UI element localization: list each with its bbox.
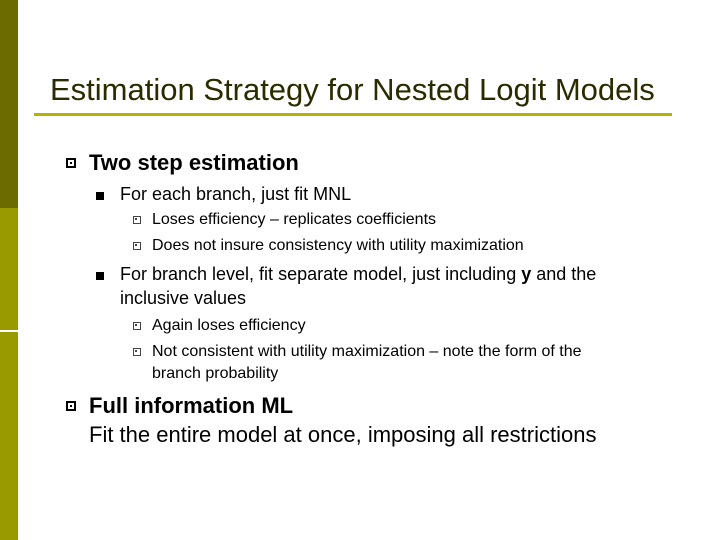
sidebar-light-band (0, 208, 18, 540)
bullet-each-branch: For each branch, just fit MNL (120, 184, 352, 204)
slide-title: Estimation Strategy for Nested Logit Models (50, 72, 655, 107)
bullet-two-step: Two step estimation (89, 150, 299, 175)
bullet-l2-icon (96, 192, 104, 200)
bullet-l1-icon (66, 401, 76, 411)
bullet-not-insure: Does not insure consistency with utility maximization (152, 237, 524, 254)
bullet-not-consistent: Not consistent with utility maximization – note the form of the (152, 343, 582, 360)
bullet-l3-icon (133, 216, 141, 224)
title-underline (34, 113, 672, 116)
sidebar-divider (0, 330, 18, 332)
bullet-l3-icon (133, 322, 141, 330)
bullet-branch-level-line2: inclusive values (120, 288, 247, 308)
bullet-again-loses: Again loses efficiency (152, 317, 306, 334)
bullet-l3-icon (133, 348, 141, 356)
bullet-l1-icon (66, 158, 76, 168)
bullet-not-consistent-line2: branch probability (152, 365, 279, 382)
bullet-full-info-ml: Full information ML (89, 393, 294, 418)
sidebar-dark-band (0, 0, 18, 208)
bullet-branch-level: For branch level, fit separate model, just including y and the (120, 264, 597, 284)
bullet-full-info-sub: Fit the entire model at once, imposing all restrictions (89, 422, 597, 447)
bullet-loses-efficiency: Loses efficiency – replicates coefficients (152, 211, 437, 228)
bullet-l3-icon (133, 242, 141, 250)
bullet-l2-icon (96, 272, 104, 280)
